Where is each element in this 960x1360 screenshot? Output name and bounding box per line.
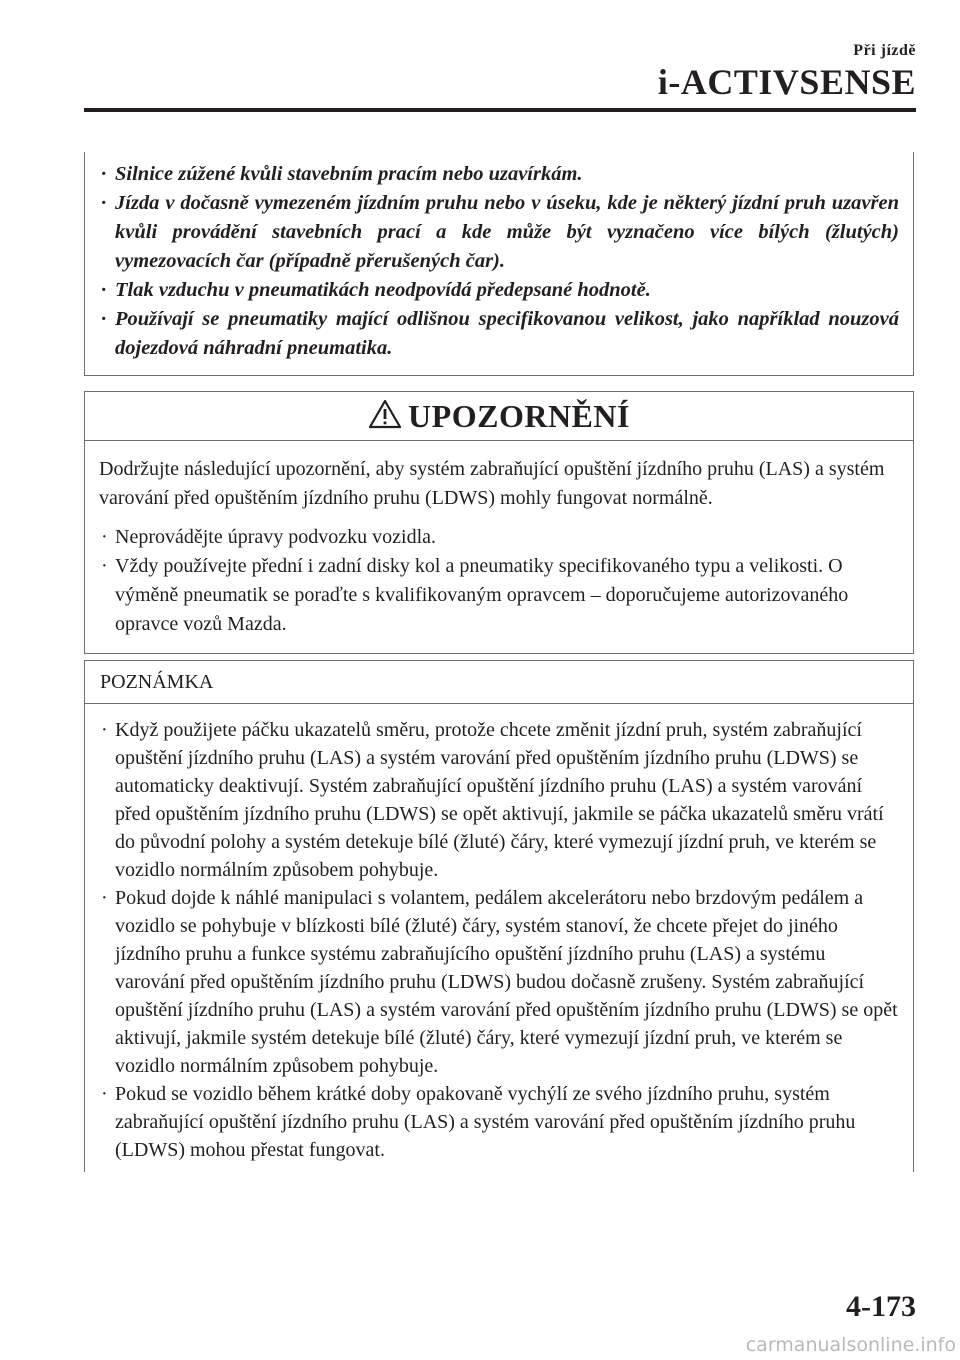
bullet-icon: · [101,526,108,548]
bullet-icon: · [101,887,108,909]
conditions-list [85,160,899,363]
warning-intro: Dodržujte následující upozornění, aby systém zabraňující opuštění jízdního pruhu (LAS) a systém varování před opuštěním jízdního pruhu (LDWS) mohly fungovat normálně. [99,458,885,509]
conditions-box [84,152,914,376]
list-item-text: Tlak vzduchu v pneumatikách neodpovídá předepsané hodnotě. [115,279,651,301]
list-item-text: Jízda v dočasně vymezeném jízdním pruhu nebo v úseku, kde je některý jízdní pruh uzavřen kvůli provádění stavebních prací a kde může být vyznačeno více bílých (žlutých) vymezovacích čar (případně přerušených čar). [115,192,899,272]
list-item [85,189,899,276]
warning-box [84,391,914,654]
note-body [85,704,913,1172]
list-item [85,305,899,363]
list-item [85,276,899,305]
bullet-icon: · [101,192,107,214]
section-label: Při jízdě [853,42,916,59]
warning-body [85,441,913,653]
list-item [85,884,899,1080]
bullet-icon: · [101,279,107,301]
list-item-text: Když použijete páčku ukazatelů směru, protože chcete změnit jízdní pruh, systém zabraňující opuštění jízdního pruhu (LAS) a systém varování před opuštěním jízdního pruhu (LDWS) se automaticky deaktivují. Systém zabraňující opuštění jízdního pruhu (LAS) a systém varování před opuštěním jízdního pruhu (LDWS) se opět aktivují, jakmile se páčka ukazatelů směru vrátí do původní polohy a systém detekuje bílé (žluté) čáry, které vymezují jízdní pruh, ve kterém se vozidlo normálním způsobem pohybuje. [115,719,884,881]
watermark: carmanualsonline.info [745,1334,956,1356]
list-item-text: Vždy používejte přední i zadní disky kol a pneumatiky specifikovaného typu a velikosti. O výměně pneumatik se poraďte s kvalifikovaným opravcem – doporučujeme autorizovaného opravce vozů Mazda. [115,555,849,635]
list-item-text: Používají se pneumatiky mající odlišnou specifikovanou velikost, jako například nouzová dojezdová náhradní pneumatika. [115,308,899,359]
page-header [658,42,916,100]
bullet-icon: · [101,719,108,741]
warning-triangle-icon [368,399,402,434]
bullet-icon: · [101,308,107,330]
list-item [85,1080,899,1164]
list-item [99,552,899,639]
note-box [84,660,914,1172]
list-item [99,523,899,552]
warning-title: UPOZORNĚNÍ [408,397,630,434]
page-number: 4-173 [846,1290,916,1323]
header-rule [84,108,916,112]
list-item [85,160,899,189]
list-item-text: Pokud dojde k náhlé manipulaci s volantem, pedálem akcelerátoru nebo brzdovým pedálem a vozidlo se pohybuje v blízkosti bílé (žluté) čáry, systém stanoví, že chcete přejet do jiného jízdního pruhu a funkce systému zabraňujícího opuštění jízdního pruhu (LAS) a systému varování před opuštěním jízdního pruhu (LDWS) budou dočasně zrušeny. Systém zabraňující opuštění jízdního pruhu (LAS) a systém varování před opuštěním jízdního pruhu (LDWS) se opět aktivují, jakmile systém detekuje bílé (žluté) čáry, které vymezují jízdní pruh, ve kterém se vozidlo normálním způsobem pohybuje. [115,887,898,1077]
note-list [85,716,899,1164]
note-header [85,661,913,704]
list-item-text: Pokud se vozidlo během krátké doby opakovaně vychýlí ze svého jízdního pruhu, systém zabraňující opuštění jízdního pruhu (LAS) a systém varování před opuštěním jízdního pruhu (LDWS) mohou přestat fungovat. [115,1083,856,1161]
list-item-text: Neprovádějte úpravy podvozku vozidla. [115,526,437,548]
bullet-icon: · [101,1083,108,1105]
warning-list [99,523,899,639]
bullet-icon: · [101,555,108,577]
chapter-title: i-ACTIVSENSE [657,62,916,102]
list-item-text: Silnice zúžené kvůli stavebním pracím nebo uzavírkám. [115,163,583,185]
warning-header [85,392,913,441]
list-item [85,716,899,884]
note-title: POZNÁMKA [100,670,214,693]
bullet-icon: · [101,163,107,185]
